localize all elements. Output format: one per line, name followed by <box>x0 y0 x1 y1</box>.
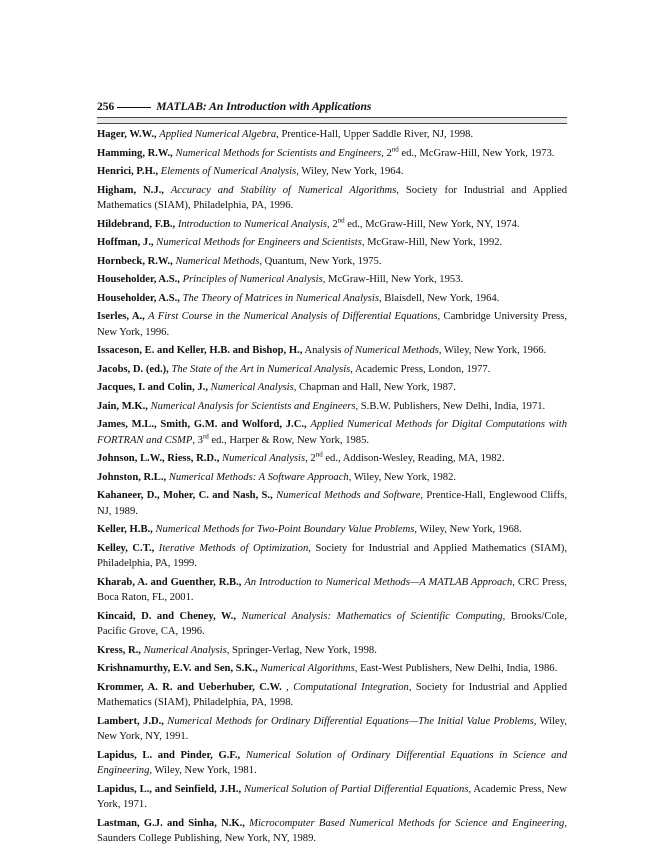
ordinal-suffix: nd <box>391 144 399 153</box>
reference-details: , Blaisdell, New York, 1964. <box>378 292 500 304</box>
reference-author: Hoffman, J., <box>97 237 154 248</box>
reference-author: Johnston, R.L., <box>97 471 167 483</box>
reference-author: Higham, N.J., <box>97 184 164 196</box>
reference-author: Jacobs, D. (ed.), <box>97 363 169 375</box>
ordinal-suffix: rd <box>202 431 209 440</box>
reference-title: Numerical Methods for Engineers and Scientists <box>156 237 362 248</box>
reference-author: Krishnamurthy, E.V. and Sen, S.K., <box>97 663 258 674</box>
reference-details: , 2 <box>381 147 392 159</box>
reference-author: Johnson, L.W., Riess, R.D., <box>97 453 220 464</box>
reference-details: Cambridge University Press, New York, 1996. <box>97 311 567 338</box>
reference-details: , Academic Press, New York, 1971. <box>97 783 568 810</box>
reference-author: Issaceson, E. and Keller, H.B. and Bishop, H., <box>97 345 303 356</box>
reference-details: , Wiley, New York, 1966. <box>438 345 547 356</box>
reference-author: Hornbeck, R.W., <box>97 255 173 267</box>
reference-details: , McGraw-Hill, New York, 1992. <box>361 237 503 248</box>
reference-author: Kelley, C.T., <box>97 542 155 554</box>
reference-details: , CRC Press, Boca Raton, FL, 2001. <box>97 576 567 603</box>
reference-author: Lapidus, L. and Pinder, G.F., <box>97 749 241 761</box>
reference-entry <box>97 714 567 745</box>
reference-entry <box>97 748 567 779</box>
reference-details: , Wiley, New York, 1964. <box>296 166 404 177</box>
reference-title: of Numerical Methods <box>344 345 439 356</box>
reference-entry <box>97 291 567 307</box>
reference-entry <box>97 470 567 486</box>
reference-entry <box>97 146 567 162</box>
reference-title: An Introduction to Numerical Methods—A MATLAB Approach <box>244 576 513 588</box>
reference-details: Analysis <box>304 345 345 356</box>
reference-title: Principles of Numerical Analysis <box>182 274 323 285</box>
reference-title: Numerical Analysis <box>143 644 227 656</box>
reference-details: , Wiley, New York, 1968. <box>414 524 522 535</box>
reference-title: Numerical Methods for Ordinary Differential Equations—The Initial Value Problems, <box>167 715 537 727</box>
running-header <box>97 100 567 114</box>
reference-entry <box>97 217 567 233</box>
reference-details: ed., Harper & Row, New York, 1985. <box>208 434 370 446</box>
reference-entry <box>97 541 567 572</box>
reference-title: Accuracy and Stability of Numerical Algorithms <box>170 184 397 196</box>
reference-entry <box>97 488 567 519</box>
header-dash-rule <box>117 107 151 108</box>
reference-title: Numerical Methods <box>175 255 260 267</box>
reference-title: Numerical Analysis <box>210 382 294 393</box>
reference-title: Numerical Solution of Ordinary Differential Equations in Science and Engineering <box>97 749 567 776</box>
page-number: 256 <box>97 101 115 113</box>
ordinal-suffix: nd <box>315 450 323 459</box>
reference-title: Computational Integration <box>293 681 409 693</box>
reference-entry <box>97 272 567 288</box>
reference-entry <box>97 661 567 677</box>
reference-entry <box>97 254 567 270</box>
reference-details: , Society for Industrial and Applied Mathematics (SIAM), Philadelphia, PA, 1998. <box>97 681 567 708</box>
reference-author: Hager, W.W., <box>97 129 157 140</box>
reference-author: Kharab, A. and Guenther, R.B., <box>97 576 242 588</box>
reference-details: Wiley, New York, NY, 1991. <box>97 715 567 742</box>
reference-author: Iserles, A., <box>97 311 145 322</box>
reference-details: , McGraw-Hill, New York, 1953. <box>322 274 464 285</box>
reference-entry <box>97 643 567 659</box>
reference-entry <box>97 183 567 214</box>
header-divider <box>97 117 567 124</box>
reference-entry <box>97 816 567 847</box>
reference-details: , 2 <box>305 453 316 464</box>
reference-author: Hildebrand, F.B., <box>97 218 176 230</box>
reference-title: Introduction to Numerical Analysis <box>177 218 328 230</box>
reference-entry <box>97 235 567 251</box>
reference-entry <box>97 362 567 378</box>
reference-details: , S.B.W. Publishers, New Delhi, India, 1971. <box>355 400 546 412</box>
reference-author: Kincaid, D. and Cheney, W., <box>97 610 236 622</box>
reference-title: Applied Numerical Algebra <box>159 129 277 140</box>
reference-author: Jain, M.K., <box>97 400 148 412</box>
reference-details: , Society for Industrial and Applied Mathematics (SIAM), Philadelphia, PA, 1996. <box>97 184 568 211</box>
reference-details: , Wiley, New York, 1982. <box>348 471 457 483</box>
reference-title: Numerical Methods for Two-Point Boundary Value Problems <box>155 524 415 535</box>
reference-entry <box>97 380 567 396</box>
reference-entry <box>97 343 567 359</box>
reference-details: ed., Addison-Wesley, Reading, MA, 1982. <box>322 453 505 464</box>
reference-title: Numerical Methods for Scientists and Engineers <box>175 147 382 159</box>
reference-details: , Chapman and Hall, New York, 1987. <box>293 382 456 393</box>
reference-author: James, M.L., Smith, G.M. and Wolford, J.C., <box>97 419 307 430</box>
reference-author: Hamming, R.W., <box>97 147 173 159</box>
reference-details: , Society for Industrial and Applied Mathematics (SIAM), Philadelphia, PA, 1999. <box>97 542 567 569</box>
reference-title: Numerical Algorithms <box>260 663 355 674</box>
reference-title: Numerical Analysis <box>222 453 306 464</box>
reference-title: Numerical Solution of Partial Differential Equations <box>243 783 469 795</box>
reference-details: , Prentice-Hall, Upper Saddle River, NJ, 1998. <box>276 129 474 140</box>
reference-author: Lapidus, L., and Seinfield, J.H., <box>97 783 242 795</box>
reference-author: Householder, A.S., <box>97 274 180 285</box>
reference-entry <box>97 417 567 448</box>
reference-details: , Wiley, New York, 1981. <box>149 765 257 776</box>
reference-author: Kahaneer, D., Moher, C. and Nash, S., <box>97 490 273 501</box>
reference-details: ed., McGraw-Hill, New York, 1973. <box>398 147 555 159</box>
reference-title: Numerical Methods and Software, <box>276 490 424 501</box>
reference-details: Prentice-Hall, Englewood Cliffs, NJ, 1989. <box>97 490 567 517</box>
reference-author: Henrici, P.H., <box>97 166 159 177</box>
reference-details: Saunders College Publishing, New York, NY, 1989. <box>97 833 317 844</box>
reference-entry <box>97 309 567 340</box>
reference-title: The State of the Art in Numerical Analysis <box>171 363 351 375</box>
reference-entry <box>97 451 567 467</box>
reference-details: , Springer-Verlag, New York, 1998. <box>226 644 377 656</box>
reference-title: Iterative Methods of Optimization <box>158 542 309 554</box>
reference-author: Jacques, I. and Colin, J., <box>97 382 208 393</box>
reference-entry <box>97 399 567 415</box>
reference-details: , Quantum, New York, 1975. <box>259 255 382 267</box>
reference-details: Brooks/Cole, Pacific Grove, CA, 1996. <box>97 610 567 637</box>
reference-entry <box>97 522 567 538</box>
reference-entry <box>97 164 567 180</box>
reference-author: Lambert, J.D., <box>97 715 164 727</box>
ordinal-suffix: nd <box>337 215 345 224</box>
reference-details: ed., McGraw-Hill, New York, NY, 1974. <box>344 218 520 230</box>
reference-entry <box>97 680 567 711</box>
reference-list <box>97 127 567 850</box>
reference-author: Keller, H.B., <box>97 524 153 535</box>
reference-entry <box>97 782 567 813</box>
reference-details: , 2 <box>327 218 338 230</box>
reference-title: A First Course in the Numerical Analysis of Differential Equations, <box>148 311 441 322</box>
reference-entry <box>97 127 567 143</box>
reference-author: Krommer, A. R. and Ueberhuber, C.W. <box>97 681 282 693</box>
reference-title: Numerical Methods: A Software Approach <box>168 471 349 483</box>
reference-details: , <box>286 681 294 693</box>
reference-entry <box>97 609 567 640</box>
reference-title: Microcomputer Based Numerical Methods for Science and Engineering, <box>249 817 567 829</box>
reference-author: Lastman, G.J. and Sinha, N.K., <box>97 817 245 829</box>
reference-title: The Theory of Matrices in Numerical Analysis <box>182 292 379 304</box>
reference-entry <box>97 575 567 606</box>
reference-details: , East-West Publishers, New Delhi, India, 1986. <box>354 663 558 674</box>
reference-title: Numerical Analysis for Scientists and Engineers <box>150 400 356 412</box>
reference-title: Numerical Analysis: Mathematics of Scientific Computing, <box>241 610 506 622</box>
reference-author: Householder, A.S., <box>97 292 180 304</box>
reference-details: , Academic Press, London, 1977. <box>350 363 491 375</box>
running-title: MATLAB: An Introduction with Applications <box>156 101 372 113</box>
reference-title: Applied Numerical Methods for Digital Computations with FORTRAN and CSMP <box>97 419 567 446</box>
reference-author: Kress, R., <box>97 644 141 656</box>
reference-title: Elements of Numerical Analysis <box>160 166 297 177</box>
reference-details: , 3 <box>192 434 203 446</box>
